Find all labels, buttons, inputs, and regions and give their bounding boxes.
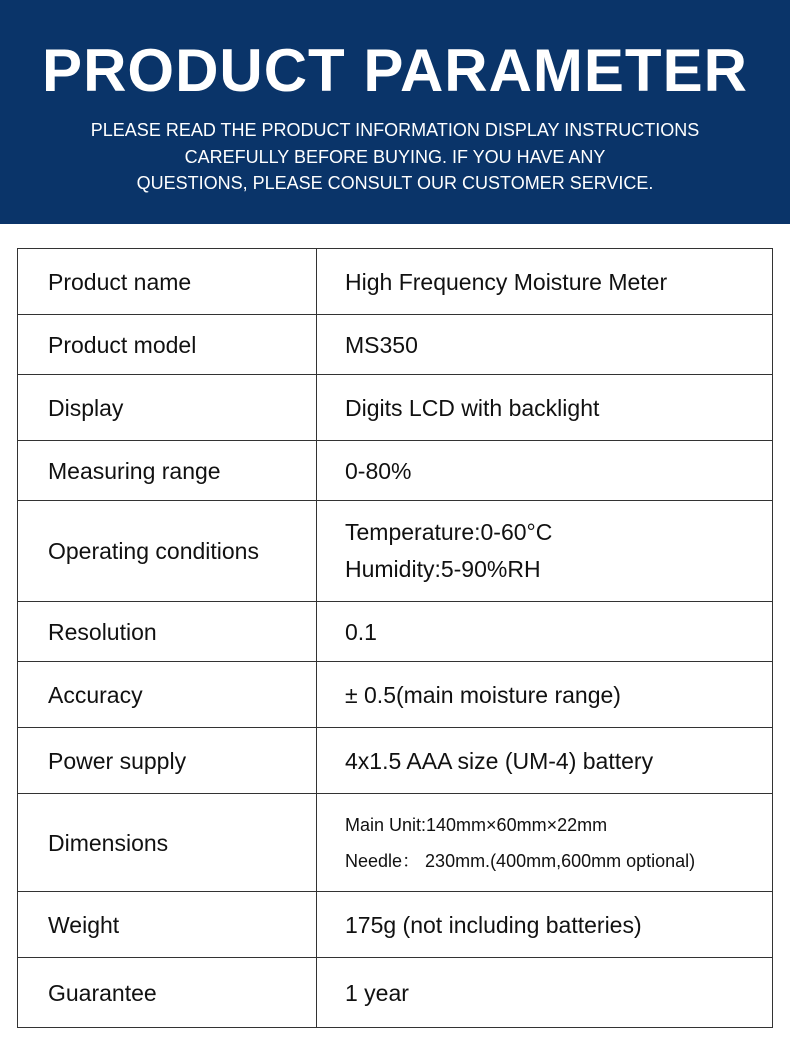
spec-label: Measuring range (18, 441, 317, 501)
spec-label: Weight (18, 892, 317, 958)
spec-value: 0-80% (317, 441, 773, 501)
spec-label: Resolution (18, 602, 317, 662)
spec-value: 0.1 (317, 602, 773, 662)
spec-value: Digits LCD with backlight (317, 375, 773, 441)
spec-value: 4x1.5 AAA size (UM-4) battery (317, 728, 773, 794)
spec-label: Display (18, 375, 317, 441)
table-row (18, 662, 773, 728)
spec-table (17, 248, 773, 1028)
table-row (18, 441, 773, 501)
page-title: PRODUCT PARAMETER (42, 37, 748, 104)
spec-label: Power supply (18, 728, 317, 794)
spec-label: Operating conditions (18, 501, 317, 602)
spec-value: Temperature:0-60°C Humidity:5-90%RH (317, 501, 773, 602)
table-row (18, 892, 773, 958)
subtitle-line: QUESTIONS, PLEASE CONSULT OUR CUSTOMER SERVICE. (136, 173, 654, 193)
spec-value: ± 0.5(main moisture range) (317, 662, 773, 728)
spec-label: Product model (18, 315, 317, 375)
subtitle-line: PLEASE READ THE PRODUCT INFORMATION DISPLAY INSTRUCTIONS (90, 120, 700, 140)
spec-label: Accuracy (18, 662, 317, 728)
banner-subtitle (40, 117, 750, 197)
table-row (18, 602, 773, 662)
table-row (18, 958, 773, 1028)
table-row (18, 728, 773, 794)
subtitle-line: CAREFULLY BEFORE BUYING. IF YOU HAVE ANY (184, 146, 606, 167)
spec-label: Dimensions (18, 794, 317, 892)
spec-label: Guarantee (18, 958, 317, 1028)
header-banner (0, 0, 790, 224)
spec-value: 1 year (317, 958, 773, 1028)
table-row (18, 315, 773, 375)
table-row (18, 375, 773, 441)
table-row (18, 249, 773, 315)
spec-label: Product name (18, 249, 317, 315)
table-row (18, 794, 773, 892)
spec-value: MS350 (317, 315, 773, 375)
table-row (18, 501, 773, 602)
spec-value: High Frequency Moisture Meter (317, 249, 773, 315)
spec-value: 175g (not including batteries) (317, 892, 773, 958)
spec-value: Main Unit:140mm×60mm×22mm Needle： 230mm.(400mm,600mm optional) (317, 794, 773, 892)
